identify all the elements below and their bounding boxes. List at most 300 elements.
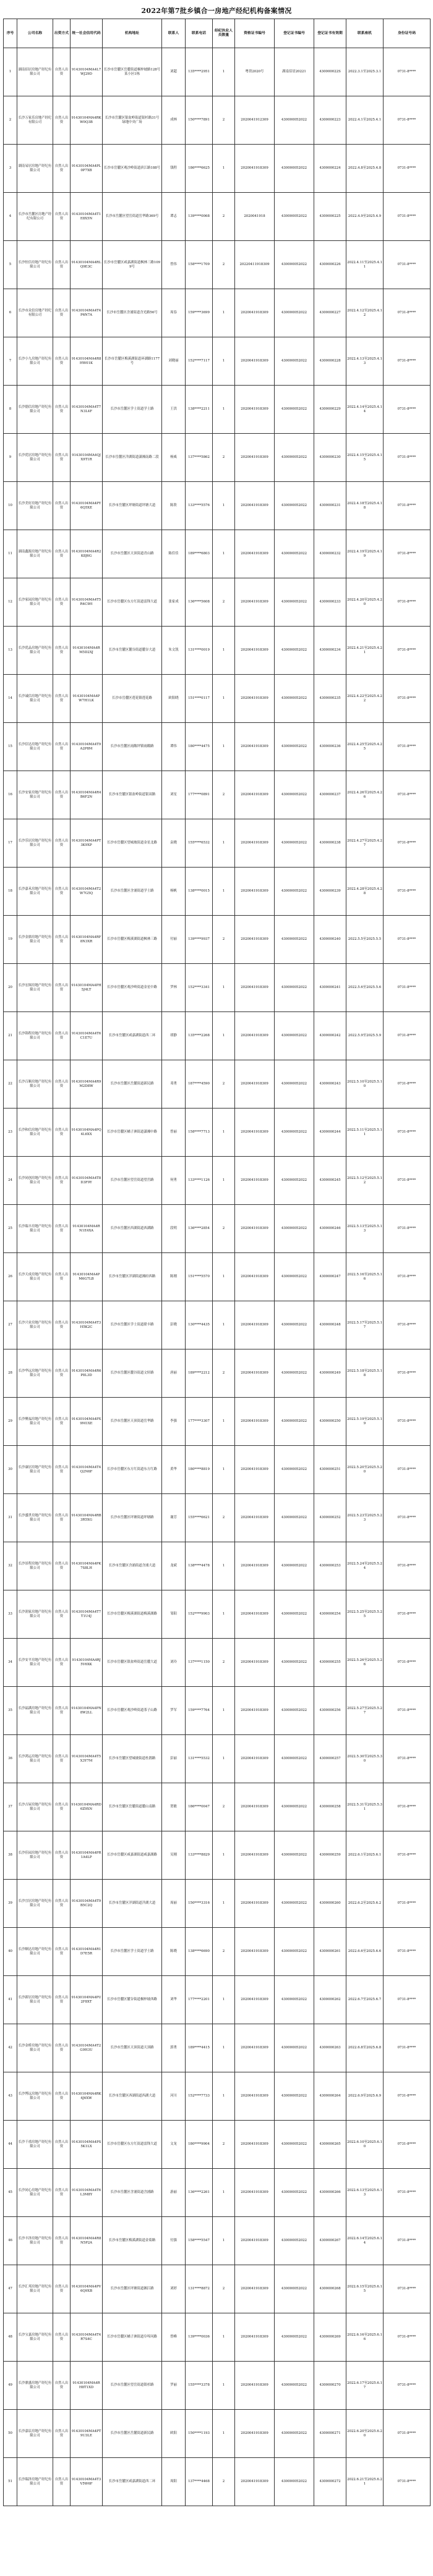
- table-row: [4, 627, 431, 675]
- qualification-number: 2020041912309: [235, 96, 275, 145]
- registration-number: 430000052022: [275, 578, 314, 627]
- validity-period: 2022.6.16至2025.6.16: [346, 2313, 384, 2362]
- qualification-number: 2020041918309: [235, 1880, 275, 1928]
- column-header: 资格证书编号: [235, 19, 275, 48]
- investment-type: 自然人出资: [53, 723, 71, 771]
- agent-count: 1: [213, 1590, 235, 1639]
- landline: 0731-8****: [384, 868, 431, 916]
- registration-number: 430000052022: [275, 964, 314, 1012]
- qualification-number: 2020041918309: [235, 1349, 275, 1398]
- address: 长沙市岳麓区含浦街道含浦大道: [103, 1542, 162, 1590]
- validity-period: 2022.5.23至2025.5.23: [346, 1494, 384, 1542]
- investment-type: 自然人出资: [53, 2362, 71, 2410]
- qualification-number: 2020041918309: [235, 627, 275, 675]
- contact-phone: 151****0117: [186, 675, 213, 723]
- contact-phone: 187****4590: [186, 1060, 213, 1109]
- company-name: 长沙华远房地产经纪有限公司: [17, 1349, 53, 1398]
- registration-number: 430000052022: [275, 1880, 314, 1928]
- contact-person: 文龙: [162, 2121, 186, 2169]
- company-name: 长沙信达房地产经纪有限公司: [17, 723, 53, 771]
- qualification-number: 2020041918309: [235, 1928, 275, 1976]
- contact-phone: 138****2211: [186, 386, 213, 434]
- investment-type: 自然人出资: [53, 1928, 71, 1976]
- registration-number: 430000052022: [275, 386, 314, 434]
- landline: 0731-8****: [384, 2362, 431, 2410]
- contact-phone: 155****3378: [186, 2362, 213, 2410]
- registration-number: 430000052022: [275, 2024, 314, 2072]
- qualification-number: 2020041918309: [235, 2410, 275, 2458]
- validity-period: 2022.5.11至2025.5.11: [346, 1109, 384, 1157]
- registration-number: 430000052022: [275, 193, 314, 241]
- contact-person: 周丽: [162, 1880, 186, 1928]
- company-name: 长沙福满房地产经纪有限公司: [17, 1687, 53, 1735]
- agent-count: 2: [213, 1205, 235, 1253]
- agent-count: 1: [213, 1831, 235, 1880]
- agent-count: 2: [213, 1349, 235, 1398]
- validity-period: 2022.5.12至2025.5.12: [346, 1157, 384, 1205]
- agent-count: 1: [213, 2169, 235, 2217]
- table-row: [4, 2024, 431, 2072]
- agent-count: 1: [213, 1880, 235, 1928]
- agent-count: 2: [213, 434, 235, 482]
- registration-number: 430000052022: [275, 1494, 314, 1542]
- credit-code: 91430104MA4RK4J6XW: [71, 2072, 103, 2121]
- registration-number: 430000052022: [275, 2169, 314, 2217]
- qualification-number: 2020041918309: [235, 964, 275, 1012]
- certificate-number: 4300000267: [314, 2217, 346, 2265]
- landline: 0731-8****: [384, 1446, 431, 1494]
- landline: 0731-8****: [384, 1783, 431, 1831]
- certificate-number: 4300000252: [314, 1494, 346, 1542]
- credit-code: 91430104MA4RB3R5XG: [71, 1494, 103, 1542]
- certificate-number: 4300000265: [314, 2121, 346, 2169]
- contact-person: 邓勇: [162, 1060, 186, 1109]
- investment-type: 自然人出资: [53, 964, 71, 1012]
- row-number: 31: [4, 1494, 17, 1542]
- contact-phone: 158****5547: [186, 2217, 213, 2265]
- row-number: 1: [4, 48, 17, 96]
- row-number: 42: [4, 2024, 17, 2072]
- validity-period: 2022.5.17至2025.5.17: [346, 1301, 384, 1349]
- registration-number: 430000052022: [275, 2217, 314, 2265]
- contact-person: 龙斌: [162, 1542, 186, 1590]
- registration-number: 430000052022: [275, 1060, 314, 1109]
- credit-code: 91430104MA4PN8W2LL: [71, 1687, 103, 1735]
- certificate-number: 4300000263: [314, 2024, 346, 2072]
- certificate-number: 4300000272: [314, 2458, 346, 2506]
- certificate-number: 430000022S: [314, 48, 346, 96]
- validity-period: 2022.5.20至2025.5.20: [346, 1446, 384, 1494]
- table-row: [4, 1880, 431, 1928]
- agent-count: 2: [213, 1928, 235, 1976]
- company-name: 长沙宝嘉房地产经纪有限公司: [17, 2313, 53, 2362]
- credit-code: 91430104MA4PW7H1LK: [71, 675, 103, 723]
- row-number: 38: [4, 1831, 17, 1880]
- row-number: 30: [4, 1446, 17, 1494]
- credit-code: 91430104MA4R4B6F2N: [71, 771, 103, 819]
- address: 长沙市岳麓区望城坡街道金星北路: [103, 819, 162, 868]
- registration-number: 430000052022: [275, 675, 314, 723]
- landline: 0731-8****: [384, 1109, 431, 1157]
- contact-phone: 130****4435: [186, 1301, 213, 1349]
- investment-type: 自然人出资: [53, 1253, 71, 1301]
- landline: 0731-8****: [384, 337, 431, 386]
- credit-code: 91430104MA4L7WJ29D: [71, 48, 103, 96]
- company-name: 长沙万家乐房地产经纪有限公司: [17, 96, 53, 145]
- address: 长沙市岳麓区洋湖街道湘府西路: [103, 1253, 162, 1301]
- qualification-number: 2020041918309: [235, 675, 275, 723]
- agent-count: 2: [213, 2121, 235, 2169]
- table-row: [4, 2313, 431, 2362]
- agent-count: 2: [213, 578, 235, 627]
- agent-count: 2: [213, 1060, 235, 1109]
- address: 长沙市岳麓区学士街道联丰路: [103, 1301, 162, 1349]
- validity-period: 2022.4.21至2025.4.21: [346, 627, 384, 675]
- credit-code: 91430104MA4R6P8L3D: [71, 1349, 103, 1398]
- contact-person: 刘婷: [162, 2265, 186, 2313]
- address: 长沙市岳麓区坪塘街道湘江路: [103, 2265, 162, 2313]
- contact-phone: 136****2854: [186, 1205, 213, 1253]
- table-row: [4, 2362, 431, 2410]
- contact-person: 付强: [162, 2217, 186, 2265]
- contact-phone: 186****0047: [186, 1783, 213, 1831]
- row-number: 7: [4, 337, 17, 386]
- agent-count: 1: [213, 723, 235, 771]
- company-name: 长沙宏图房地产经纪有限公司: [17, 964, 53, 1012]
- credit-code: 91430104MA4R8N5P2A: [71, 2217, 103, 2265]
- landline: 0731-8****: [384, 1253, 431, 1301]
- landline: 0731-8****: [384, 2313, 431, 2362]
- agent-count: 1: [213, 1687, 235, 1735]
- contact-person: 罗林: [162, 964, 186, 1012]
- registration-number: 430000052022: [275, 1301, 314, 1349]
- table-row: [4, 96, 431, 145]
- certificate-number: 4300000248: [314, 1301, 346, 1349]
- validity-period: 2022.4.12至2025.4.12: [346, 289, 384, 337]
- investment-type: 自然人出资: [53, 1157, 71, 1205]
- certificate-number: 4300000224: [314, 145, 346, 193]
- table-row: [4, 1349, 431, 1398]
- agent-count: 1: [213, 1157, 235, 1205]
- certificate-number: 4300000239: [314, 868, 346, 916]
- address: 长沙市岳麓区望岳街道岳华路369号: [103, 193, 162, 241]
- table-row: [4, 819, 431, 868]
- landline: 0731-8****: [384, 96, 431, 145]
- contact-phone: 155****6532: [186, 819, 213, 868]
- investment-type: 自然人出资: [53, 2458, 71, 2506]
- qualification-number: 2020041918309: [235, 2313, 275, 2362]
- certificate-number: 4300000266: [314, 2169, 346, 2217]
- agent-count: 2: [213, 771, 235, 819]
- contact-person: 段明: [162, 1205, 186, 1253]
- row-number: 32: [4, 1542, 17, 1590]
- credit-code: 91430104MA4T8D3F9Y: [71, 1157, 103, 1205]
- registration-number: 430000052022: [275, 96, 314, 145]
- validity-period: 2022.4.1至2025.4.1: [346, 96, 384, 145]
- landline: 0731-8****: [384, 1205, 431, 1253]
- contact-person: 谭志: [162, 193, 186, 241]
- investment-type: 自然人出资: [53, 2072, 71, 2121]
- row-number: 47: [4, 2265, 17, 2313]
- credit-code: 91430104MA4RLQ9E3C: [71, 241, 103, 289]
- investment-type: 自然人出资: [53, 1060, 71, 1109]
- investment-type: 自然人出资: [53, 675, 71, 723]
- table-row: [4, 1590, 431, 1639]
- address: 长沙市岳麓区梅溪湖街道梅溪湖路: [103, 1590, 162, 1639]
- certificate-number: 4300000243: [314, 1060, 346, 1109]
- contact-person: 谢芳: [162, 1494, 186, 1542]
- investment-type: 自然人出资: [53, 482, 71, 530]
- investment-type: 自然人出资: [53, 96, 71, 145]
- investment-type: 自然人出资: [53, 1542, 71, 1590]
- registration-number: 430000052022: [275, 2313, 314, 2362]
- credit-code: 91430104MA4T6C1E7U: [71, 1012, 103, 1060]
- validity-period: 2022.4.27至2025.4.27: [346, 819, 384, 868]
- qualification-number: 2020041918309: [235, 578, 275, 627]
- company-name: 长沙小九房地产经纪有限公司: [17, 337, 53, 386]
- certificate-number: 4300000257: [314, 1735, 346, 1783]
- row-number: 4: [4, 193, 17, 241]
- agent-count: 1: [213, 1109, 235, 1157]
- qualification-number: 粤资2020号: [235, 48, 275, 96]
- page-title: 2022年第7批乡镇合一房地产经纪机构备案情况: [141, 7, 292, 15]
- contact-person: 曾丽: [162, 1109, 186, 1157]
- registration-number: 430000052022: [275, 2121, 314, 2169]
- table-row: [4, 434, 431, 482]
- agent-count: 1: [213, 2024, 235, 2072]
- qualification-number: 2020041918309: [235, 868, 275, 916]
- credit-code: 91430104MA4T1E8X5N: [71, 193, 103, 241]
- company-name: 长沙家园房地产经纪有限公司: [17, 578, 53, 627]
- credit-code: 91430104MA4RKW0Q3B: [71, 96, 103, 145]
- contact-phone: 158****1709: [186, 241, 213, 289]
- validity-period: 2022.4.20至2025.4.20: [346, 578, 384, 627]
- row-number: 9: [4, 434, 17, 482]
- contact-person: 贺敏: [162, 1783, 186, 1831]
- contact-person: 周阳: [162, 2458, 186, 2506]
- row-number: 25: [4, 1205, 17, 1253]
- qualification-number: 2020041918309: [235, 1542, 275, 1590]
- contact-person: 刘华: [162, 1976, 186, 2024]
- agent-count: 1: [213, 337, 235, 386]
- column-header: 登记证书编号: [275, 19, 314, 48]
- contact-phone: 136****2261: [186, 2169, 213, 2217]
- investment-type: 自然人出资: [53, 1301, 71, 1349]
- validity-period: 2022.6.21至2025.6.21: [346, 2458, 384, 2506]
- agent-count: 1: [213, 482, 235, 530]
- investment-type: 自然人出资: [53, 627, 71, 675]
- address: 长沙市岳麓区莲花镇莲花路: [103, 675, 162, 723]
- address: 长沙市岳麓区望岳街道银杉路: [103, 2362, 162, 2410]
- certificate-number: 4300000268: [314, 2265, 346, 2313]
- landline: 0731-8****: [384, 675, 431, 723]
- contact-phone: 159****3699: [186, 289, 213, 337]
- validity-period: 2022.5.18至2025.5.18: [346, 1349, 384, 1398]
- landline: 0731-8****: [384, 1542, 431, 1590]
- qualification-number: 2020041918309: [235, 1301, 275, 1349]
- agent-count: 1: [213, 386, 235, 434]
- validity-period: 2022.5.10至2025.5.10: [346, 1060, 384, 1109]
- qualification-number: 2020041918309: [235, 2217, 275, 2265]
- contact-person: 游丽: [162, 2169, 186, 2217]
- address: 长沙市岳麓区天顶街道青山路: [103, 530, 162, 578]
- credit-code: 91430104MA4QJX9T1R: [71, 434, 103, 482]
- contact-phone: 135****2951: [186, 48, 213, 96]
- qualification-number: 2020041918309: [235, 2024, 275, 2072]
- qualification-number: 2020041918309: [235, 482, 275, 530]
- registration-number: 430000052022: [275, 1928, 314, 1976]
- contact-phone: 138****4478: [186, 1542, 213, 1590]
- credit-code: 91430104MA4PR1A4LP: [71, 1831, 103, 1880]
- address: 长沙市岳麓区银盆岭街道银杉路31号绿地中央广场: [103, 96, 162, 145]
- contact-person: 杨威: [162, 434, 186, 482]
- contact-phone: 150****7891: [186, 96, 213, 145]
- contact-person: 罗军: [162, 1687, 186, 1735]
- credit-code: 91430104MA4PL0P7XB: [71, 145, 103, 193]
- company-name: 长沙同心房地产经纪有限公司: [17, 2169, 53, 2217]
- column-header: 联系电话: [186, 19, 213, 48]
- landline: 0731-8****: [384, 1349, 431, 1398]
- certificate-number: 4300000258: [314, 1783, 346, 1831]
- investment-type: 自然人出资: [53, 434, 71, 482]
- row-number: 19: [4, 916, 17, 964]
- registration-number: 430000052022: [275, 868, 314, 916]
- contact-person: 刘星: [162, 771, 186, 819]
- credit-code: 91430104MA4PQ4L6XX: [71, 1109, 103, 1157]
- contact-phone: 139****9937: [186, 916, 213, 964]
- table-row: [4, 1735, 431, 1783]
- agent-count: 1: [213, 627, 235, 675]
- investment-type: 自然人出资: [53, 1687, 71, 1735]
- landline: 0731-8****: [384, 2458, 431, 2506]
- contact-phone: 189****2212: [186, 1349, 213, 1398]
- landline: 0731-8****: [384, 1639, 431, 1687]
- contact-phone: 133****5576: [186, 482, 213, 530]
- investment-type: 自然人出资: [53, 1831, 71, 1880]
- contact-phone: 152****9903: [186, 1590, 213, 1639]
- landline: 0731-8****: [384, 482, 431, 530]
- row-number: 8: [4, 386, 17, 434]
- registration-number: 430000052022: [275, 1253, 314, 1301]
- table-row: [4, 241, 431, 289]
- registration-number: 430000052022: [275, 1590, 314, 1639]
- registration-number: 430000052022: [275, 1687, 314, 1735]
- registration-table: [3, 19, 431, 2506]
- row-number: 12: [4, 578, 17, 627]
- agent-count: 2: [213, 193, 235, 241]
- certificate-number: 4300000236: [314, 723, 346, 771]
- company-name: 长沙鼎盛房地产经纪有限公司: [17, 2362, 53, 2410]
- certificate-number: 4300000246: [314, 1205, 346, 1253]
- row-number: 39: [4, 1880, 17, 1928]
- credit-code: 91430104MA4RM5D2XJ: [71, 627, 103, 675]
- validity-period: 2022.4.11至2025.4.11: [346, 241, 384, 289]
- row-number: 34: [4, 1639, 17, 1687]
- address: 长沙市岳麓区麓谷街道麓谷大道: [103, 627, 162, 675]
- validity-period: 2022.6.8至2025.6.8: [346, 2024, 384, 2072]
- company-name: 长沙新居房地产经纪有限公司: [17, 1976, 53, 2024]
- table-row: [4, 2265, 431, 2313]
- company-name: 长沙宜居房地产经纪有限公司: [17, 1880, 53, 1928]
- address: 长沙市岳麓区橘子洲街道潇湘中路: [103, 1109, 162, 1157]
- qualification-number: 2020041918309: [235, 386, 275, 434]
- row-number: 50: [4, 2410, 17, 2458]
- registration-number: 430000052022: [275, 289, 314, 337]
- company-name: 长沙市岳麓区房地产经纪有限公司: [17, 193, 53, 241]
- credit-code: 91430104MA4PX9M1XE: [71, 1398, 103, 1446]
- validity-period: 2022.5.6至2025.5.6: [346, 964, 384, 1012]
- validity-period: 2022.4.19至2025.4.19: [346, 530, 384, 578]
- contact-phone: 180****4475: [186, 723, 213, 771]
- row-number: 35: [4, 1687, 17, 1735]
- registration-number: 430000052022: [275, 145, 314, 193]
- landline: 0731-8****: [384, 2072, 431, 2121]
- agent-count: 1: [213, 1398, 235, 1446]
- row-number: 33: [4, 1590, 17, 1639]
- credit-code: 91430104MA4R1D7E5R: [71, 1928, 103, 1976]
- registration-number: 430000052022: [275, 482, 314, 530]
- qualification-number: 2020041918309: [235, 1157, 275, 1205]
- investment-type: 自然人出资: [53, 2217, 71, 2265]
- contact-person: 张家成: [162, 578, 186, 627]
- landline: 0731-8****: [384, 1687, 431, 1735]
- qualification-number: 2020041918309: [235, 819, 275, 868]
- agent-count: 2: [213, 96, 235, 145]
- credit-code: 91430104MA4PT9U3LE: [71, 2410, 103, 2458]
- company-name: 长沙瑞泽房地产经纪有限公司: [17, 2458, 53, 2506]
- credit-code: 91430104MA4T2W7G5Q: [71, 868, 103, 916]
- address: 长沙市岳麓区学士街道学士路: [103, 386, 162, 434]
- validity-period: 2022.5.5至2025.5.5: [346, 916, 384, 964]
- company-name: 长沙盛世房地产经纪有限公司: [17, 1494, 53, 1542]
- row-number: 45: [4, 2169, 17, 2217]
- validity-period: 2022.6.13至2025.6.13: [346, 2169, 384, 2217]
- table-row: [4, 1831, 431, 1880]
- landline: 0731-8****: [384, 193, 431, 241]
- company-name: 长沙景程房地产经纪有限公司: [17, 1542, 53, 1590]
- registration-number: 湖南佰居20221: [275, 48, 314, 96]
- company-name: 长沙锦程房地产经纪有限公司: [17, 1012, 53, 1060]
- row-number: 43: [4, 2072, 17, 2121]
- landline: 0731-8****: [384, 386, 431, 434]
- registration-number: 430000052022: [275, 2265, 314, 2313]
- qualification-number: 2020041918309: [235, 2169, 275, 2217]
- landline: 0731-8****: [384, 530, 431, 578]
- landline: 0731-8****: [384, 2410, 431, 2458]
- validity-period: 2022.4.8至2025.4.8: [346, 145, 384, 193]
- table-row: [4, 2169, 431, 2217]
- company-name: 长沙千禧房地产经纪有限公司: [17, 2121, 53, 2169]
- table-row: [4, 1301, 431, 1349]
- contact-phone: 138****0015: [186, 868, 213, 916]
- validity-period: 2022.4.14至2025.4.14: [346, 386, 384, 434]
- investment-type: 自然人出资: [53, 2169, 71, 2217]
- address: 长沙市岳麓区岳麓街道麓山南路: [103, 1783, 162, 1831]
- landline: 0731-8****: [384, 1735, 431, 1783]
- investment-type: 自然人出资: [53, 289, 71, 337]
- table-row: [4, 289, 431, 337]
- table-row: [4, 1398, 431, 1446]
- registration-number: 430000052022: [275, 1639, 314, 1687]
- landline: 0731-8****: [384, 1157, 431, 1205]
- row-number: 18: [4, 868, 17, 916]
- contact-phone: 133****1126: [186, 1157, 213, 1205]
- qualification-number: 2020041918309: [235, 337, 275, 386]
- registration-number: 430000052022: [275, 2072, 314, 2121]
- table-row: [4, 1783, 431, 1831]
- qualification-number: 2020041918: [235, 193, 275, 241]
- certificate-number: 4300000244: [314, 1109, 346, 1157]
